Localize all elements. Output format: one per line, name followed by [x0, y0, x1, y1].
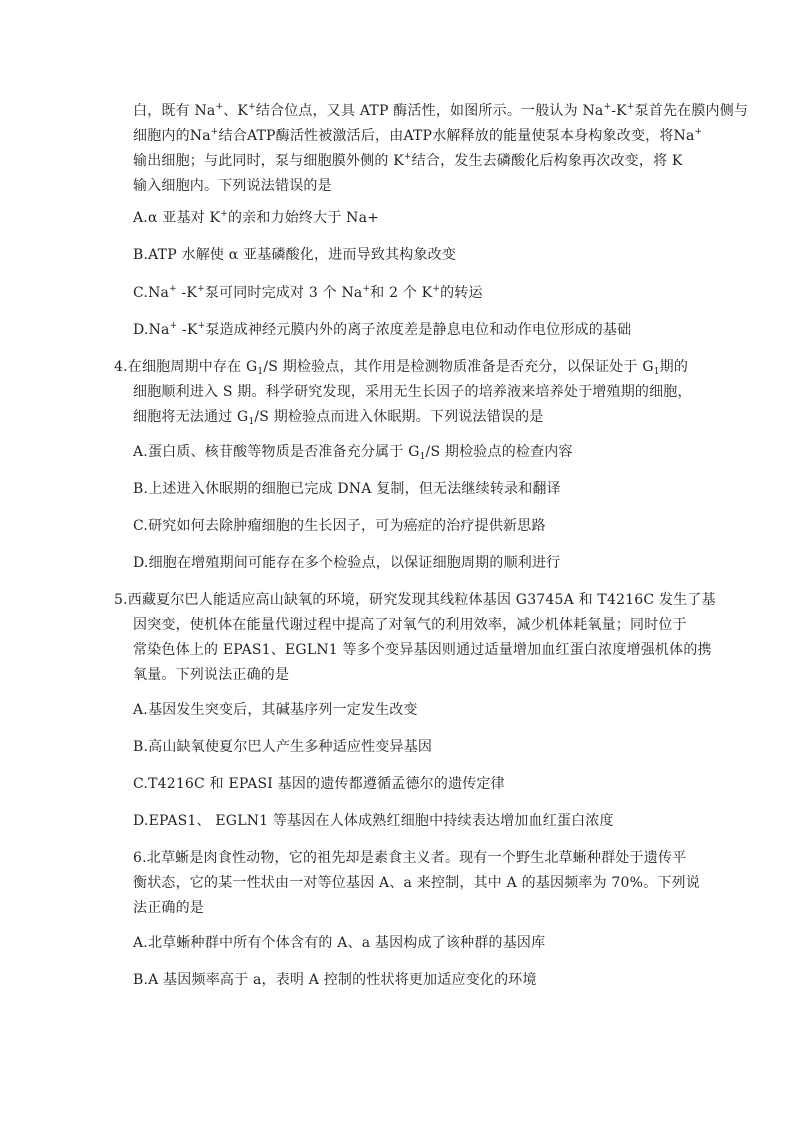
- q4-option-a: A.蛋白质、核苷酸等物质是否准备充分属于 $G_1/S$ 期检验点的检查内容: [133, 444, 573, 462]
- q4-option-d: D.细胞在增殖期间可能存在多个检验点，以保证细胞周期的顺利进行: [133, 555, 561, 571]
- q4-stem-line-3: 细胞将无法通过 $G_1/S$ 期检验点而进入休眠期。下列说法错误的是: [133, 409, 544, 427]
- q6-stem-line-3: 法正确的是: [133, 900, 204, 916]
- q6-stem-line-2: 衡状态，它的某一性状由一对等位基因 A、a 来控制，其中 A 的基因频率为 70%。下列说: [133, 875, 700, 891]
- q3-option-c: C.Na+ -K+泵可同时完成对 3 个 Na+和 2 个 K+的转运: [133, 284, 483, 301]
- q6-option-a: A.北草蜥种群中所有个体含有的 A、a 基因构成了该种群的基因库: [133, 935, 546, 951]
- q3-option-b: B.ATP 水解使 α 亚基磷酸化，进而导致其构象改变: [133, 247, 457, 263]
- q5-option-b: B.高山缺氧使夏尔巴人产生多种适应性变异基因: [133, 739, 433, 755]
- intro-line-2: 细胞内的Na+结合ATP酶活性被激活后，由ATP水解释放的能量使泵本身构象改变，将Na+: [133, 127, 703, 144]
- intro-line-1: 白，既有 Na+、K+结合位点，又具 ATP 酶活性，如图所示。一般认为 Na+-K+泵首先在膜内侧与: [133, 102, 749, 119]
- q5-stem-line-4: 氧量。下列说法正确的是: [133, 667, 290, 683]
- q6-option-b: B.A 基因频率高于 a，表明 A 控制的性状将更加适应变化的环境: [133, 972, 537, 988]
- q4-stem-line-1: 4.在细胞周期中存在 $G_1/S$ 期检验点，其作用是检测物质准备是否充分，以保证处于 $G_1$期的: [114, 359, 689, 377]
- q5-stem-line-2: 因突变，使机体在能量代谢过程中提高了对氧气的利用效率，减少机体耗氧量；同时位于: [133, 617, 687, 633]
- intro-line-4: 输入细胞内。下列说法错误的是: [133, 178, 332, 194]
- q5-stem-line-1: 5.西藏夏尔巴人能适应高山缺氧的环境，研究发现其线粒体基因 G3745A 和 T4216C 发生了基: [114, 592, 716, 608]
- q4-option-b: B.上述进入休眠期的细胞已完成 DNA 复制，但无法继续转录和翻译: [133, 481, 561, 497]
- q5-option-a: A.基因发生突变后，其碱基序列一定发生改变: [133, 702, 418, 718]
- q3-option-a: A.α 亚基对 K+的亲和力始终大于 Na+: [133, 209, 380, 226]
- q5-option-c: C.T4216C 和 EPASI 基因的遗传都遵循孟德尔的遗传定律: [133, 776, 505, 792]
- q3-option-d: D.Na+ -K+泵造成神经元膜内外的离子浓度差是静息电位和动作电位形成的基础: [133, 321, 632, 338]
- q4-stem-line-2: 细胞顺利进入 S 期。科学研究发现，采用无生长因子的培养液来培养处于增殖期的细胞，: [133, 384, 692, 400]
- q6-stem-line-1: 6.北草蜥是肉食性动物，它的祖先却是素食主义者。现有一个野生北草蜥种群处于遗传平: [133, 850, 687, 866]
- q5-stem-line-3: 常染色体上的 EPAS1、EGLN1 等多个变异基因则通过适量增加血红蛋白浓度增强机体的携: [133, 642, 712, 658]
- q5-option-d: D.EPAS1、 EGLN1 等基因在人体成熟红细胞中持续表达增加血红蛋白浓度: [133, 813, 614, 829]
- q4-option-c: C.研究如何去除肿瘤细胞的生长因子，可为癌症的治疗提供新思路: [133, 518, 546, 534]
- intro-line-3: 输出细胞；与此同时，泵与细胞膜外侧的 K+结合，发生去磷酸化后构象再次改变，将 K: [133, 152, 683, 169]
